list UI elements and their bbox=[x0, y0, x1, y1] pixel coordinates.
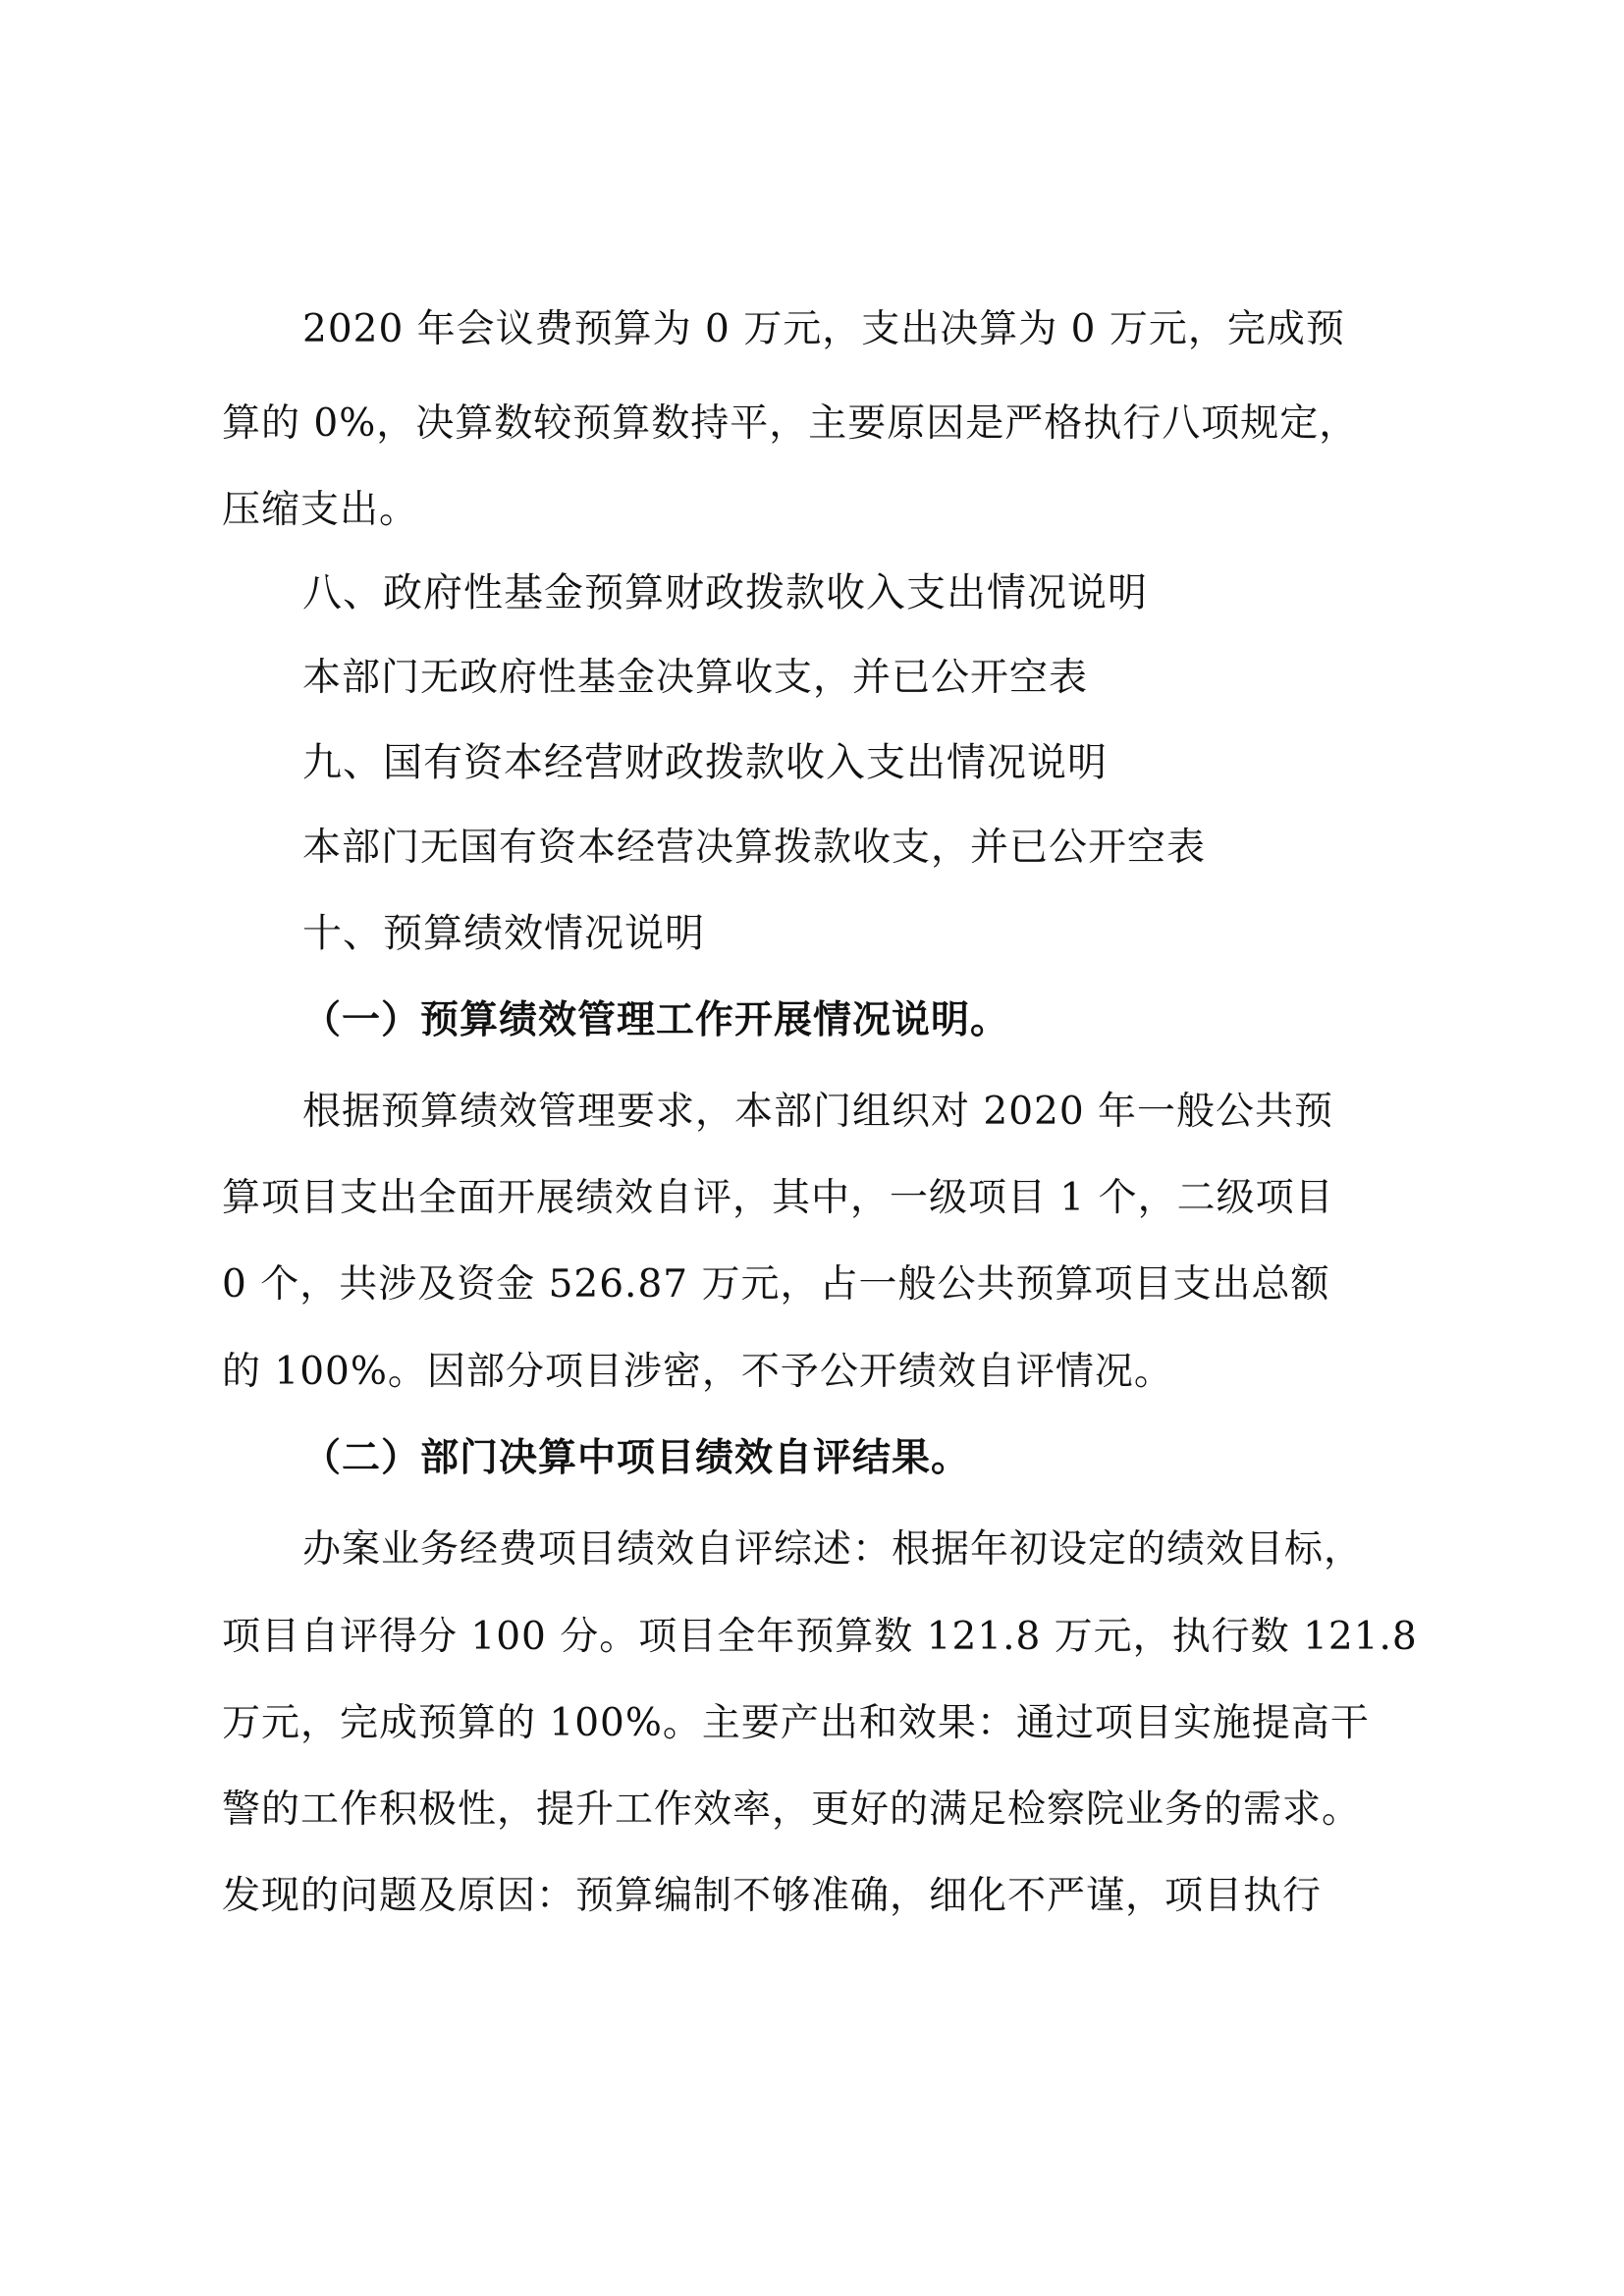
subsection-2-line-3: 万元，完成预算的 100%。主要产出和效果：通过项目实施提高干 bbox=[222, 1701, 1370, 1745]
section-9-text: 本部门无国有资本经营决算拨款收支，并已公开空表 bbox=[302, 826, 1207, 870]
section-8-heading: 八、政府性基金预算财政拨款收入支出情况说明 bbox=[302, 570, 1148, 615]
meeting-fee-line-1: 2020 年会议费预算为 0 万元，支出决算为 0 万元，完成预 bbox=[302, 307, 1345, 351]
subsection-1-line-3: 0 个，共涉及资金 526.87 万元，占一般公共预算项目支出总额 bbox=[222, 1262, 1330, 1307]
subsection-2-line-1: 办案业务经费项目绩效自评综述：根据年初设定的绩效目标， bbox=[302, 1527, 1364, 1572]
section-10-heading: 十、预算绩效情况说明 bbox=[302, 911, 705, 956]
meeting-fee-line-3: 压缩支出。 bbox=[222, 488, 419, 532]
section-9-heading: 九、国有资本经营财政拨款收入支出情况说明 bbox=[302, 740, 1108, 785]
subsection-1-line-1: 根据预算绩效管理要求，本部门组织对 2020 年一般公共预 bbox=[302, 1090, 1334, 1134]
subsection-2-line-5: 发现的问题及原因：预算编制不够准确，细化不严谨，项目执行 bbox=[222, 1874, 1323, 1918]
subsection-1-line-2: 算项目支出全面开展绩效自评，其中，一级项目 1 个，二级项目 bbox=[222, 1176, 1334, 1220]
subsection-2-line-2: 项目自评得分 100 分。项目全年预算数 121.8 万元，执行数 121.8 bbox=[222, 1615, 1418, 1659]
subsection-2-heading: （二）部门决算中项目绩效自评结果。 bbox=[302, 1435, 971, 1480]
subsection-2-line-4: 警的工作积极性，提升工作效率，更好的满足检察院业务的需求。 bbox=[222, 1788, 1362, 1832]
subsection-1-line-4: 的 100%。因部分项目涉密，不予公开绩效自评情况。 bbox=[222, 1350, 1173, 1394]
section-8-text: 本部门无政府性基金决算收支，并已公开空表 bbox=[302, 656, 1089, 700]
subsection-1-heading: （一）预算绩效管理工作开展情况说明。 bbox=[302, 997, 1010, 1042]
meeting-fee-line-2: 算的 0%，决算数较预算数持平，主要原因是严格执行八项规定， bbox=[222, 401, 1359, 446]
